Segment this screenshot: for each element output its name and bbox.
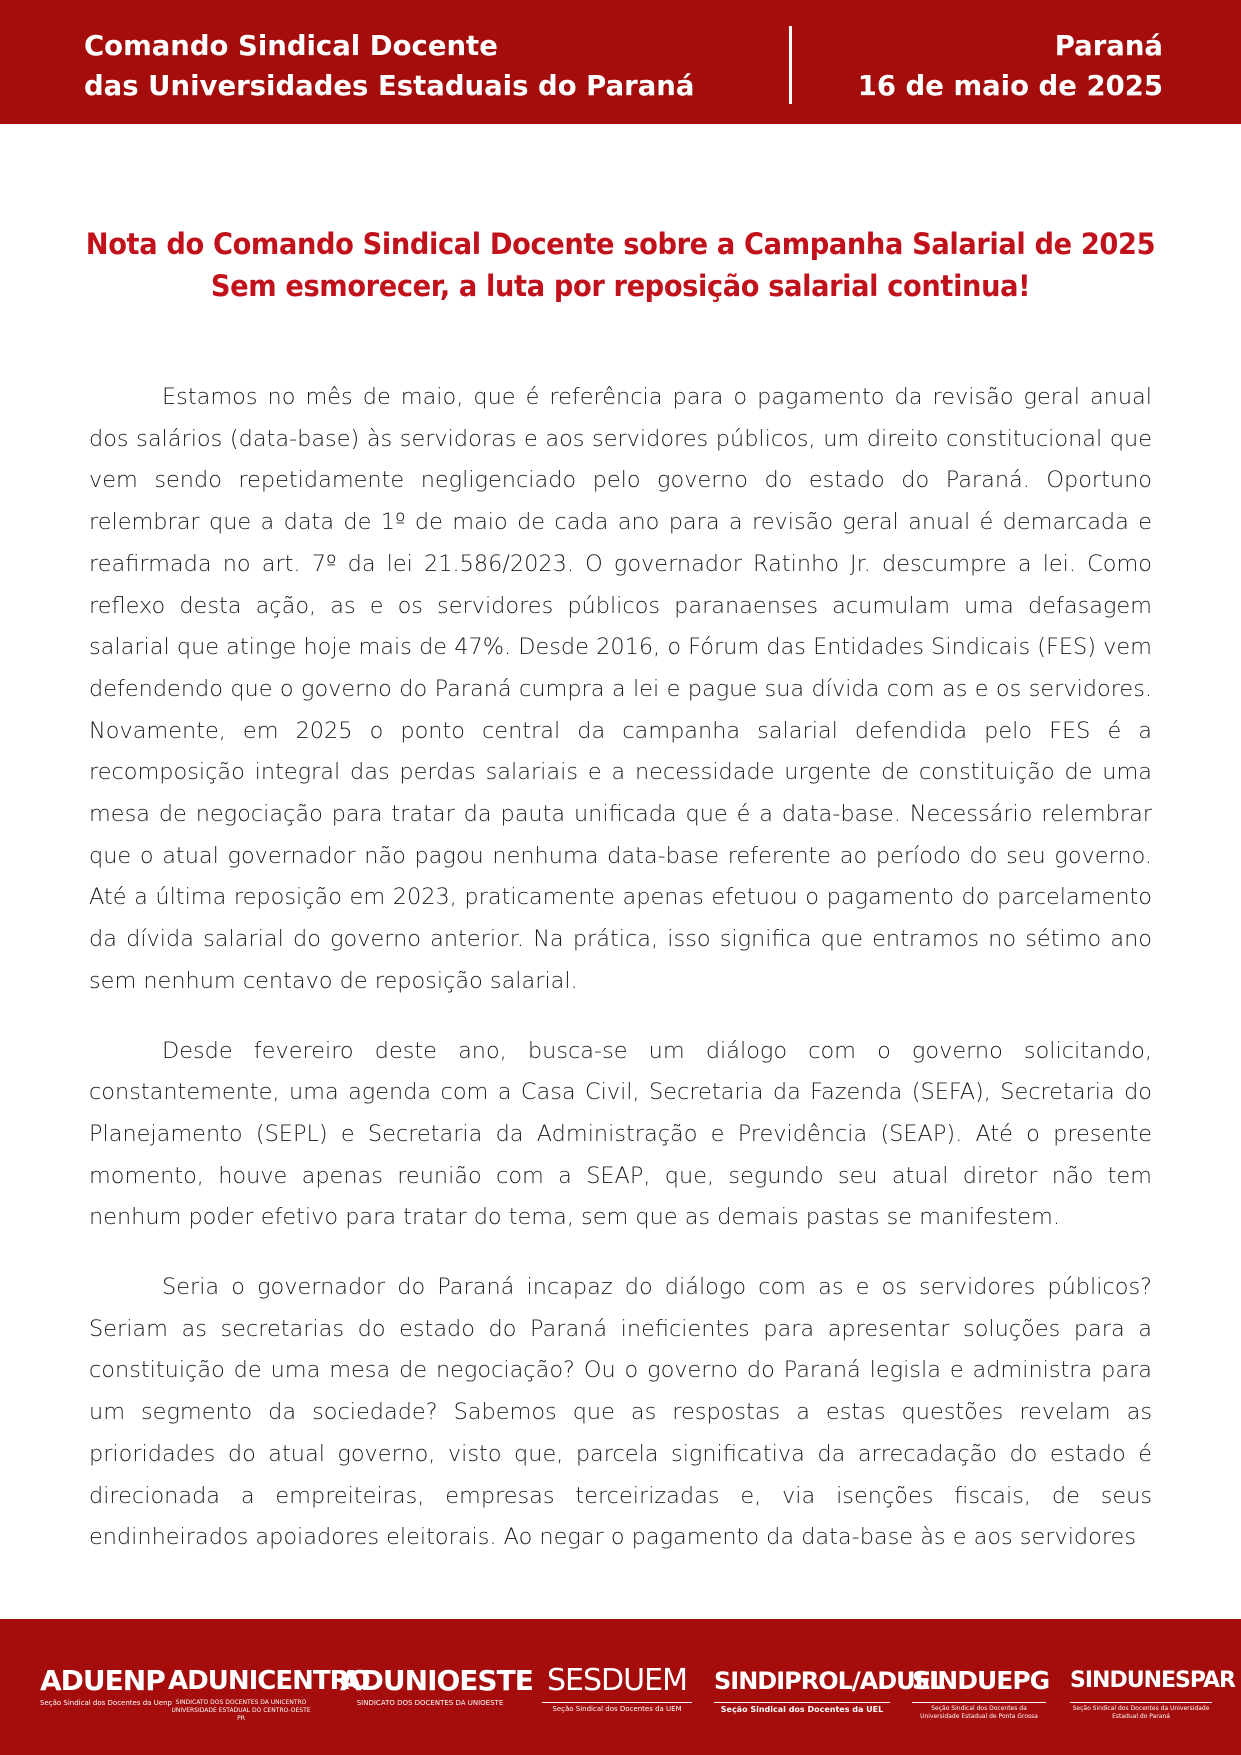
header-divider: [789, 26, 792, 104]
paragraph: Seria o governador do Paraná incapaz do diálogo com as e os servidores públicos? Seriam as secretarias do estado do Paraná ineficientes para apresentar soluções para a constituição de uma mesa de negociação? Ou o governo do Paraná legisla e administra para um segmento da sociedade? Sabemos que as respostas a estas questões revelam as prioridades do atual governo, visto que, parcela significativa da arrecadação do estado é direcionada a empreiteiras, empresas terceirizadas e, via isenções fiscais, de seus endinheirados apoiadores eleitorais. Ao negar o pagamento da data-base às e aos servidores: [89, 1274, 1152, 1551]
logo-name: ADUENP: [40, 1664, 165, 1697]
logo-rule: [1070, 1702, 1212, 1703]
document-body: [89, 377, 1152, 1587]
logo-adunicentro: [168, 1663, 370, 1723]
location-date: [858, 26, 1163, 106]
logo-subtitle: SINDICATO DOS DOCENTES DA UNICENTRO UNIVERSIDADE ESTADUAL DO CENTRO-OESTE PR: [171, 1699, 311, 1722]
document-title: [37, 223, 1204, 307]
logo-rule: [912, 1702, 1046, 1703]
location: Paraná: [1054, 30, 1163, 62]
logo-sindiprol-aduel: [714, 1663, 945, 1714]
footer-logos: [0, 1619, 1241, 1755]
logo-subtitle: SINDICATO DOS DOCENTES DA UNIOESTE: [356, 1699, 504, 1707]
page-header: [0, 0, 1241, 124]
logo-subtitle: Seção Sindical dos Docentes da UEL: [720, 1705, 884, 1714]
title-line-2: Sem esmorecer, a luta por reposição salarial continua!: [210, 269, 1031, 303]
logo-subtitle: Seção Sindical dos Docentes da Universidade Estadual de Ponta Grossa: [920, 1705, 1038, 1720]
logo-subtitle: Seção Sindical dos Docentes da Uenp: [40, 1699, 172, 1707]
logo-name: SESDUEM: [547, 1663, 687, 1698]
logo-name: ADUNICENTRO: [168, 1666, 370, 1696]
logo-rule: [714, 1702, 890, 1703]
logo-name: SINDUEPG: [912, 1666, 1050, 1695]
logo-sinduepg: [912, 1663, 1050, 1721]
date: 16 de maio de 2025: [857, 70, 1163, 102]
logo-name: SINDUNESPAR: [1070, 1668, 1235, 1693]
logo-subtitle: Seção Sindical dos Docentes da UEM: [552, 1705, 682, 1713]
organization-line-2: das Universidades Estaduais do Paraná: [84, 70, 695, 102]
logo-subtitle: Seção Sindical dos Docentes da Universidade Estadual do Paraná: [1072, 1705, 1210, 1720]
logo-sindunespar: [1070, 1663, 1235, 1721]
paragraph: Estamos no mês de maio, que é referência para o pagamento da revisão geral anual dos salários (data-base) às servidoras e aos servidores públicos, um direito constitucional que vem sendo repetidamente negligenciado pelo governo do estado do Paraná. Oportuno relembrar que a data de 1º de maio de cada ano para a revisão geral anual é demarcada e reafirmada no art. 7º da lei 21.586/2023. O governador Ratinho Jr. descumpre a lei. Como reflexo desta ação, as e os servidores públicos paranaenses acumulam uma defasagem salarial que atinge hoje mais de 47%. Desde 2016, o Fórum das Entidades Sindicais (FES) vem defendendo que o governo do Paraná cumpra a lei e pague sua dívida com as e os servidores. Novamente, em 2025 o ponto central da campanha salarial defendida pelo FES é a recomposição integral das perdas salariais e a necessidade urgente de constituição de uma mesa de negociação para tratar da pauta unificada que é a data-base. Necessário relembrar que o atual governador não pagou nenhuma data-base referente ao período do seu governo. Até a última reposição em 2023, praticamente apenas efetuou o pagamento do parcelamento da dívida salarial do governo anterior. Na prática, isso significa que entramos no sétimo ano sem nenhum centavo de reposição salarial.: [89, 384, 1152, 994]
logo-aduenp: [40, 1663, 172, 1708]
organization-line-1: Comando Sindical Docente: [84, 30, 498, 62]
organization-name: [84, 26, 694, 106]
logo-name: ADUNIOESTE: [340, 1664, 533, 1697]
logo-adunioeste: [340, 1663, 533, 1708]
title-line-1: Nota do Comando Sindical Docente sobre a Campanha Salarial de 2025: [85, 227, 1156, 261]
logo-sesduem: [542, 1663, 692, 1714]
logo-name: SINDIPROL/ADUEL: [714, 1667, 945, 1695]
paragraph: Desde fevereiro deste ano, busca-se um diálogo com o governo solicitando, constantemente, uma agenda com a Casa Civil, Secretaria da Fazenda (SEFA), Secretaria do Planejamento (SEPL) e Secretaria da Administração e Previdência (SEAP). Até o presente momento, houve apenas reunião com a SEAP, que, segundo seu atual diretor não tem nenhum poder efetivo para tratar do tema, sem que as demais pastas se manifestem.: [89, 1037, 1152, 1231]
logo-rule: [542, 1702, 692, 1703]
